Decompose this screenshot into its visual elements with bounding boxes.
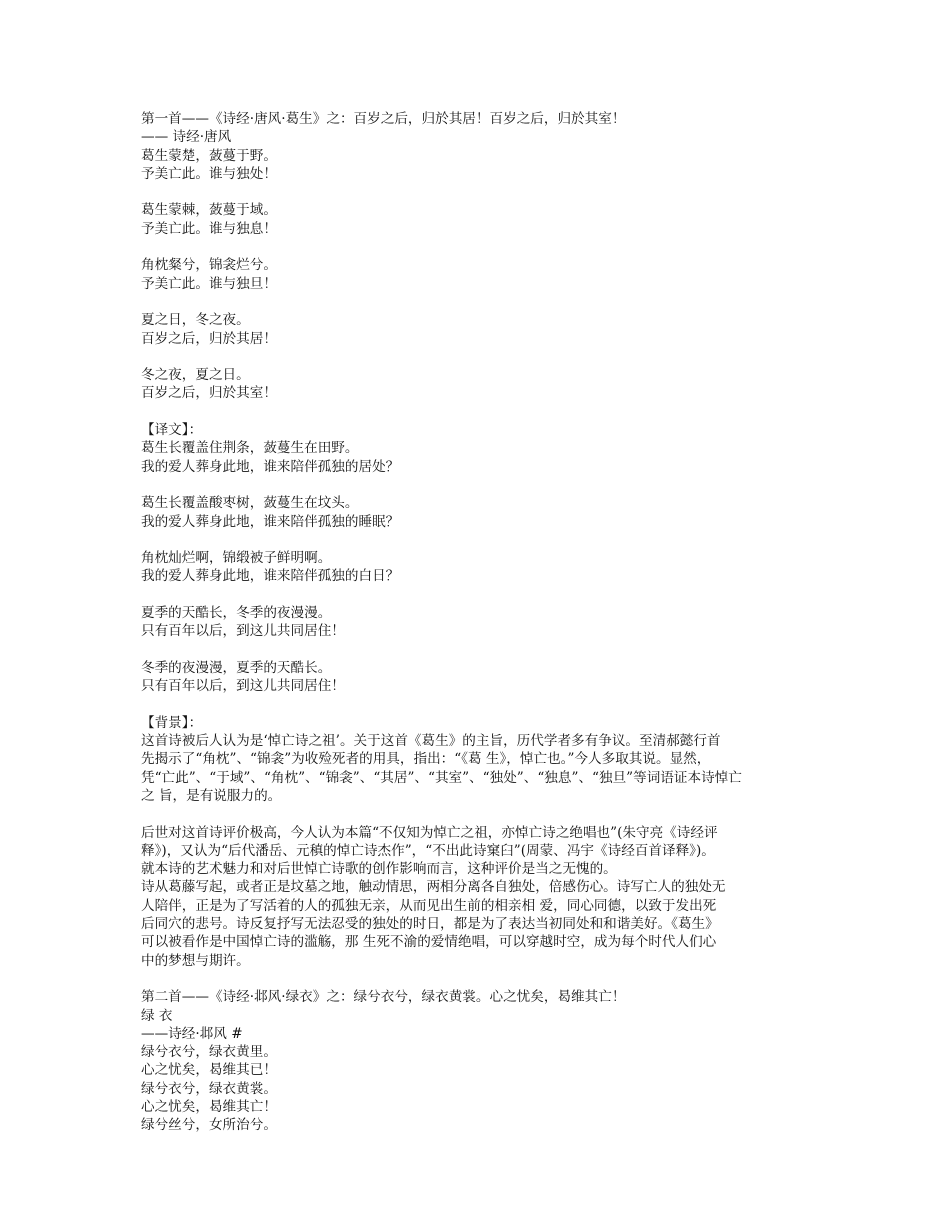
poem1-stanza-4 — [141, 311, 811, 348]
poem2-name: 绿 衣 — [141, 1007, 173, 1024]
poem1-stanza-3 — [141, 256, 811, 293]
poem2-title: 第二首——《诗经·邶风·绿衣》之：绿兮衣兮，绿衣黄裳。心之忧矣，曷维其亡！ — [141, 989, 626, 1006]
translation-heading: 【译文】： — [141, 422, 203, 439]
translation-line: 我的爱人葬身此地，谁来陪伴孤独的居处？ — [141, 458, 400, 475]
poem1-source: —— 诗经·唐风 — [141, 129, 232, 146]
poem1-title: 第一首——《诗经·唐风·葛生》之：百岁之后，归於其居！百岁之后，归於其室！ — [141, 111, 626, 127]
translation-stanza-2 — [141, 494, 811, 531]
blank-line — [141, 476, 811, 494]
document-body — [141, 110, 811, 1135]
poem1-stanza-1 — [141, 147, 811, 184]
poem-line: 心之忧矣，曷维其已！ — [141, 1062, 277, 1079]
translation-stanza-1 — [141, 439, 811, 476]
paragraph-line: 中的梦想与期许。 — [141, 952, 250, 969]
paragraph-line: 后同穴的悲号。诗反复抒写无法忍受的独处的时日，都是为了表达当初同处和和谐美好。《葛生》 — [141, 916, 719, 933]
poem-line: 绿兮衣兮，绿衣黄里。 — [141, 1044, 277, 1061]
translation-line: 只有百年以后，到这儿共同居住！ — [141, 623, 345, 640]
paragraph-line: 释》)，又认为“后代潘岳、元稹的悼亡诗杰作”，“不出此诗窠臼”(周蒙、冯宇《诗经百首译释》)。 — [141, 842, 715, 859]
poem-line: 百岁之后，归於其室！ — [141, 385, 277, 402]
paragraph-line: 可以被看作是中国悼亡诗的滥觞，那 生死不渝的爱情绝唱，可以穿越时空，成为每个时代人们心 — [141, 934, 717, 951]
blank-line — [141, 641, 811, 659]
poem-line: 心之忧矣，曷维其亡！ — [141, 1099, 277, 1116]
background-paragraph-2 — [141, 824, 811, 970]
translation-line: 我的爱人葬身此地，谁来陪伴孤独的白日？ — [141, 568, 400, 585]
blank-line — [141, 403, 811, 421]
translation-line: 葛生长覆盖酸枣树，蔹蔓生在坟头。 — [141, 495, 359, 512]
translation-line: 冬季的夜漫漫，夏季的天酷长。 — [141, 659, 332, 676]
paragraph-line: 诗从葛藤写起，或者正是坟墓之地，触动情思，两相分离各自独处，倍感伤心。诗写亡人的独处无 — [141, 879, 726, 896]
blank-line — [141, 696, 811, 714]
translation-line: 角枕灿烂啊，锦缎被子鲜明啊。 — [141, 550, 332, 567]
paragraph-line: 凭“亡此”、“于域”、“角枕”、“锦衾”、“其居”、“其室”、“独处”、“独息”、“独旦”等词语证本诗悼亡 — [141, 769, 742, 786]
poem-line: 葛生蒙楚，蔹蔓于野。 — [141, 147, 277, 164]
poem-line: 角枕粲兮，锦衾烂兮。 — [141, 257, 277, 274]
poem2-source: ——诗经·邶风 # — [141, 1025, 243, 1042]
poem-line: 葛生蒙棘，蔹蔓于域。 — [141, 202, 277, 219]
blank-line — [141, 238, 811, 256]
poem2-lines — [141, 1043, 811, 1134]
translation-stanza-4 — [141, 604, 811, 641]
paragraph-line: 后世对这首诗评价极高，今人认为本篇“不仅知为悼亡之祖，亦悼亡诗之绝唱也”(朱守亮《诗经评 — [141, 824, 718, 841]
translation-line: 葛生长覆盖住荆条，蔹蔓生在田野。 — [141, 440, 359, 457]
translation-stanza-3 — [141, 549, 811, 586]
blank-line — [141, 970, 811, 988]
blank-line — [141, 805, 811, 823]
translation-stanza-5 — [141, 659, 811, 696]
background-paragraph-1 — [141, 732, 811, 805]
translation-line: 我的爱人葬身此地，谁来陪伴孤独的睡眠？ — [141, 513, 400, 530]
paragraph-line: 之 旨，是有说服力的。 — [141, 787, 282, 804]
poem-line: 百岁之后，归於其居！ — [141, 330, 277, 347]
paragraph-line: 这首诗被后人认为是‘悼亡诗之祖’。关于这首《葛生》的主旨，历代学者多有争议。至清郝懿行首 — [141, 733, 721, 750]
blank-line — [141, 183, 811, 201]
blank-line — [141, 586, 811, 604]
paragraph-line: 就本诗的艺术魅力和对后世悼亡诗歌的创作影响而言，这种评价是当之无愧的。 — [141, 861, 617, 878]
blank-line — [141, 348, 811, 366]
poem-line: 冬之夜，夏之日。 — [141, 367, 250, 384]
paragraph-line: 人陪伴，正是为了写活着的人的孤独无亲，从而见出生前的相亲相 爱，同心同德，以致于发出死 — [141, 897, 717, 914]
blank-line — [141, 293, 811, 311]
poem-line: 夏之日，冬之夜。 — [141, 312, 250, 329]
poem-line: 予美亡此。谁与独处！ — [141, 165, 277, 182]
translation-line: 夏季的天酷长，冬季的夜漫漫。 — [141, 605, 332, 622]
poem1-stanza-2 — [141, 201, 811, 238]
paragraph-line: 先揭示了“角枕”、“锦衾”为收殓死者的用具，指出：“《葛 生》，悼亡也。”今人多取其说。显然， — [141, 751, 711, 768]
blank-line — [141, 531, 811, 549]
background-heading: 【背景】： — [141, 714, 203, 731]
poem-line: 予美亡此。谁与独旦！ — [141, 275, 277, 292]
poem-line: 绿兮衣兮，绿衣黄裳。 — [141, 1080, 277, 1097]
translation-line: 只有百年以后，到这儿共同居住！ — [141, 678, 345, 695]
poem-line: 绿兮丝兮，女所治兮。 — [141, 1117, 277, 1134]
poem1-stanza-5 — [141, 366, 811, 403]
poem-line: 予美亡此。谁与独息！ — [141, 220, 277, 237]
